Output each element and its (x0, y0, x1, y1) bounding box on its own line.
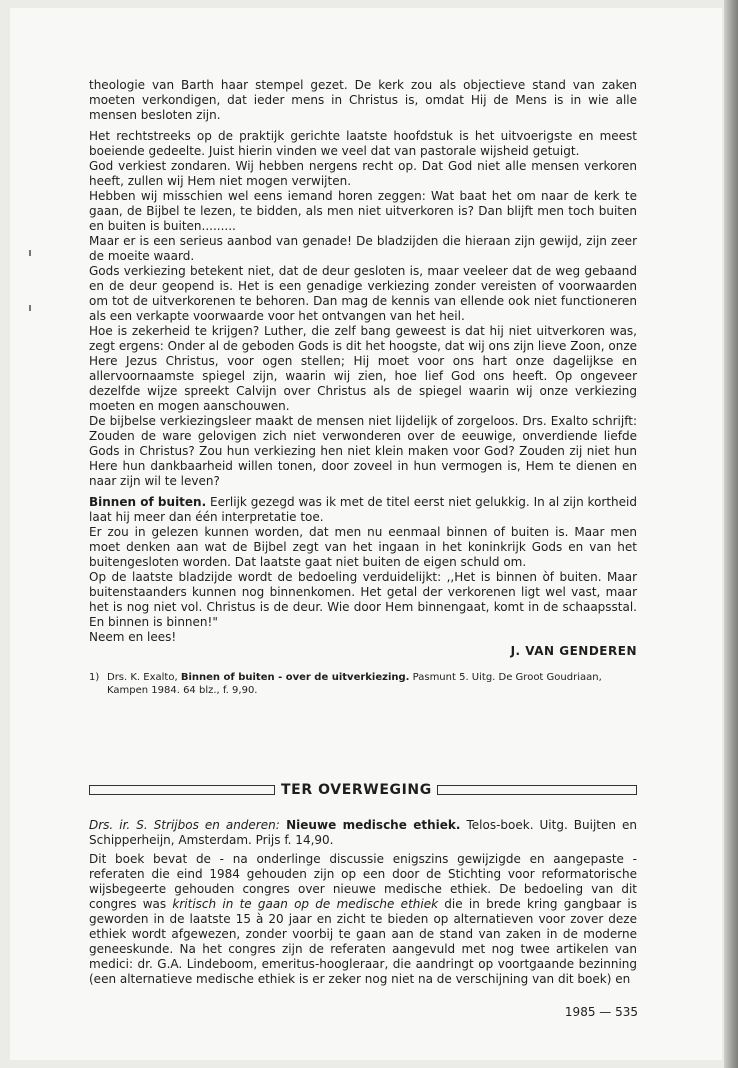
book-authors: Drs. ir. S. Strijbos en anderen: (89, 818, 280, 832)
paragraph-text: die in brede kring gangbaar is geworden in de laatste 15 à 20 jaar en zicht te bieden op alternatieven voor zover deze ethiek wordt afgewezen, zonder voorbij te gaan aan de stand van zaken in de moderne geneeskunde. Na het congres zijn de referaten aangevuld met nog twee artikelen van medici: dr. G.A. Lindeboom, emeritus-hoogleraar, die aandringt op voortgaande bezinning (een alternatieve medische ethiek is er zeker nog niet na de verschijning van dit boek) en (89, 897, 637, 986)
paragraph-text: Dit boek bevat de - na onderlinge discussie enigszins gewijzigde en aangepaste - referaten die eind 1984 gehouden zijn op een door de Stichting voor reformatorische wijsbegeerte gehouden congres over nieuwe medische ethiek. De bedoeling van dit congres was (89, 852, 637, 911)
paragraph: De bijbelse verkiezingsleer maakt de mensen niet lijdelijk of zorgeloos. Drs. Exalto schrijft: Zouden de ware gelovigen zich niet verwonderen over de eeuwige, onverdiende liefde Gods in Christus? Zou hun verkiezing hen niet klein maken voor God? Zouden zij niet hun Here hun dankbaarheid willen tonen, door zoveel in hun vermogen is, Hem te dienen en naar zijn wil te leven? (89, 414, 637, 488)
paragraph: Gods verkiezing betekent niet, dat de deur gesloten is, maar veeleer dat de weg gebaand en de deur geopend is. Het is een genadige verkiezing zonder vereisten of voorwaarden om tot de uitverkorenen te behoren. Dan mag de kennis van ellende ook niet functioneren als een verkapte voorwaarde voor het ontvangen van het heil. (89, 264, 637, 323)
footnote-publisher: Pasmunt 5. Uitg. De Groot Goudriaan, Kampen 1984. 64 blz., f. 9,90. (107, 672, 602, 696)
footnote-author: Drs. K. Exalto, (107, 672, 181, 683)
binding-edge (724, 0, 738, 1068)
article-body (89, 78, 637, 697)
footnote-number: 1) (89, 672, 100, 683)
paragraph: God verkiest zondaren. Wij hebben nergens recht op. Dat God niet alle mensen verkoren heeft, zullen wij Hem niet mogen verwijten. (89, 159, 637, 188)
section-header (89, 781, 637, 799)
section-rule-right (437, 785, 637, 795)
author-name: J. VAN GENDEREN (510, 644, 637, 658)
paragraph (89, 852, 637, 987)
subheading: Binnen of buiten. (89, 495, 207, 509)
book-reference (89, 818, 637, 848)
book-publisher: Telos-boek. Uitg. Buijten en Schipperheijn, Amsterdam. Prijs f. 14,90. (89, 818, 637, 847)
footnote-title: Binnen of buiten - over de uitverkiezing. (180, 672, 410, 683)
book-title: Nieuwe medische ethiek. (279, 818, 461, 832)
paragraph: Maar er is een serieus aanbod van genade! De bladzijden die hieraan zijn gewijd, zijn zeer de moeite waard. (89, 234, 637, 263)
paragraph: Het rechtstreeks op de praktijk gerichte laatste hoofdstuk is het uitvoerigste en meest boeiende gedeelte. Juist hierin vinden we veel dat van pastorale wijsheid getuigt. (89, 129, 637, 158)
margin-mark (29, 305, 31, 311)
paragraph-text: Eerlijk gezegd was ik met de titel eerst niet gelukkig. In al zijn kortheid laat hij meer dan één interpretatie toe. (89, 495, 637, 524)
paragraph: Neem en lees! (89, 630, 177, 644)
paragraph: Hoe is zekerheid te krijgen? Luther, die zelf bang geweest is dat hij niet uitverkoren was, zegt ergens: Onder al de geboden Gods is dit het hoogste, dat wij ons zijn lieve Zoon, onze Here Jezus Christus, voor ogen stellen; Hij moet voor ons hart onze dagelijkse en allervoornaamste spiegel zijn, waarin wij zien, hoe lief God ons heeft. Op ongeveer dezelfde wijze spreekt Calvijn over Christus als de spiegel waarin wij onze verkiezing moeten en mogen aanschouwen. (89, 324, 638, 413)
paragraph: Er zou in gelezen kunnen worden, dat men nu eenmaal binnen of buiten is. Maar men moet denken aan wat de Bijbel zegt van het ingaan in het koninkrijk Gods en van het buitengesloten worden. Dat laatste gaat niet buiten de eigen schuld om. (89, 525, 637, 569)
review-body (89, 818, 637, 987)
page-number: 1985 — 535 (564, 1005, 638, 1019)
paragraph: Hebben wij misschien wel eens iemand horen zeggen: Wat baat het om naar de kerk te gaan, de Bijbel te lezen, te bidden, als men niet uitverkoren is? Dan blijft men toch buiten en buiten is buiten......... (89, 189, 637, 233)
paragraph: theologie van Barth haar stempel gezet. De kerk zou als objectieve stand van zaken moeten verkondigen, dat ieder mens in Christus is, omdat Hij de Mens is in wie alle mensen besloten zijn. (89, 78, 637, 122)
margin-mark (29, 250, 31, 256)
section-rule-left (89, 785, 275, 795)
section-title: TER OVERWEGING (281, 782, 432, 798)
paragraph: Op de laatste bladzijde wordt de bedoeling verduidelijkt: ,,Het is binnen òf buiten. Maar buitenstaanders kunnen nog binnenkomen. Het getal der verkorenen ligt wel vast, maar het is nog niet vol. Christus is de deur. Wie door Hem binnengaat, komt in de schaapsstal. En binnen is binnen!" (89, 570, 637, 629)
footnote (89, 671, 637, 697)
paragraph (89, 495, 637, 525)
emphasis-text: kritisch in te gaan op de medische ethiek (172, 897, 439, 911)
footnote-text (107, 671, 637, 697)
